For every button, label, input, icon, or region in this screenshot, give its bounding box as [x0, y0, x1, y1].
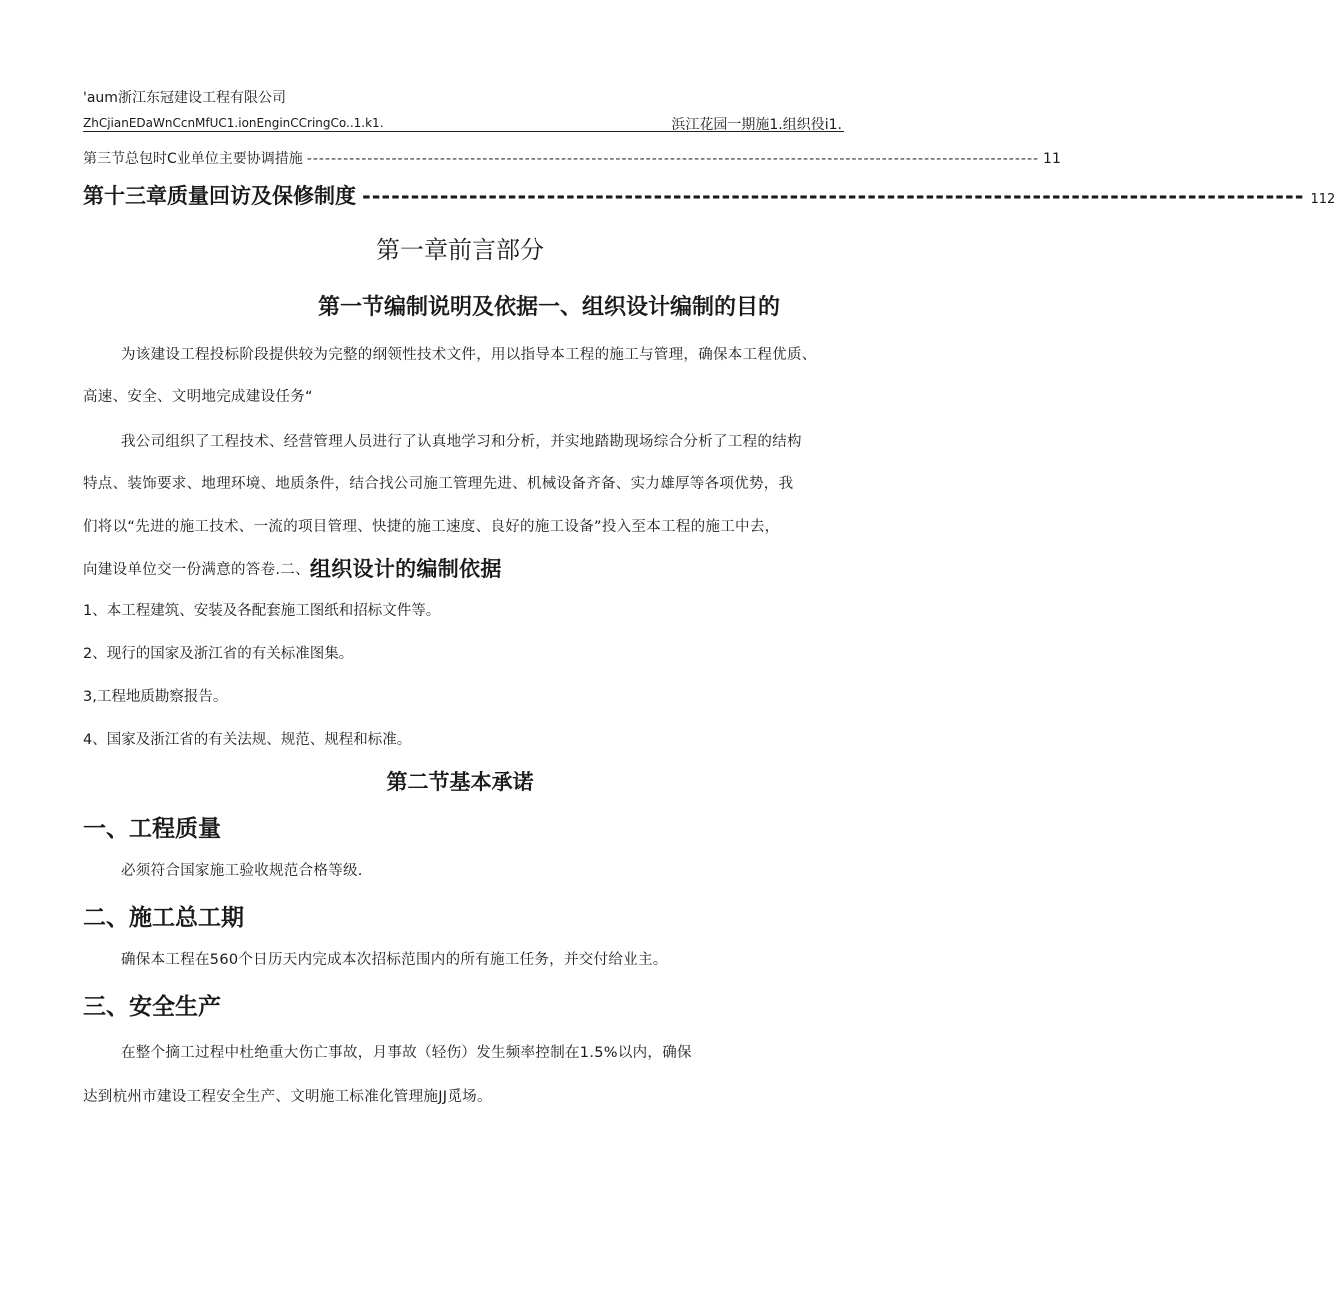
commitment-heading: 三、安全生产	[83, 994, 221, 1020]
commitment-text: 确保本工程在560个日历天内完成本次招标范围内的所有施工任务，并交付给业主。	[121, 952, 668, 968]
commitment-text: 必须符合国家施工验收规范合格等级.	[121, 863, 363, 879]
subsection-heading: 组织设计的编制依据	[309, 557, 502, 581]
paragraph-line: 特点、装饰要求、地理环境、地质条件，结合找公司施工管理先进、机械设备齐备、实力雄厚等各项优势，我	[83, 476, 794, 492]
commitment-text: 在整个摘工过程中杜绝重大伤亡事故，月事故（轻伤）发生频率控制在1.5%以内，确保	[121, 1045, 692, 1061]
paragraph-text: 向建设单位交一份满意的答卷.二、	[83, 562, 310, 578]
paragraph-line: 高速、安全、文明地完成建设任务“	[83, 389, 313, 405]
section-title: 第一节编制说明及依据一、组织设计编制的目的	[318, 295, 781, 320]
commitment-text: 达到杭州市建设工程安全生产、文明施工标准化管理施JJ觅场。	[83, 1089, 492, 1105]
paragraph-line: 们将以“先进的施工技术、一流的项目管理、快捷的施工速度、良好的施工设备”投入至本工程的施工中去，	[83, 519, 780, 535]
commitment-heading: 一、工程质量	[83, 816, 221, 842]
list-item: 3,工程地质勘察报告。	[83, 689, 228, 705]
list-item: 4、国家及浙江省的有关法规、规范、规程和标准。	[83, 732, 412, 748]
project-title: 浜江花园一期施1.组织役i1.	[671, 117, 842, 133]
toc-entry	[83, 148, 1061, 168]
list-item: 1、本工程建筑、安装及各配套施工图纸和招标文件等。	[83, 603, 441, 619]
paragraph-line: 我公司组织了工程技术、经营管理人员进行了认真地学习和分析，并实地踏勘现场综合分析了工程的结构	[121, 434, 802, 450]
toc-entry-page: 112	[1310, 192, 1335, 207]
company-name-en: ZhCjianEDaWnCcnMfUC1.ionEnginCCringCo..1.k1.	[83, 116, 384, 130]
toc-leader: -------------------------------------------------------------------------------------------------------------------------	[306, 151, 1040, 167]
company-name: 'aum浙江东冠建设工程有限公司	[83, 90, 286, 106]
toc-entry-label: 第三节总包时C业单位主要协调措施	[83, 151, 303, 167]
toc-leader: -------------------------------------------------------------------------------------------------	[362, 184, 1305, 208]
paragraph-line	[83, 553, 502, 583]
paragraph-line: 为该建设工程投标阶段提供较为完整的纲领性技术文件，用以指导本工程的施工与管理，确保本工程优质、	[121, 347, 817, 363]
chapter-title: 第一章前言部分	[376, 236, 544, 264]
toc-entry-label: 第十三章质量回访及保修制度	[83, 184, 356, 208]
toc-entry	[83, 180, 1335, 210]
toc-entry-page: 11	[1043, 151, 1061, 167]
header-rule	[83, 131, 844, 132]
commitment-heading: 二、施工总工期	[83, 905, 244, 931]
section-title: 第二节基本承诺	[386, 770, 534, 794]
list-item: 2、现行的国家及浙江省的有关标准图集。	[83, 646, 354, 662]
